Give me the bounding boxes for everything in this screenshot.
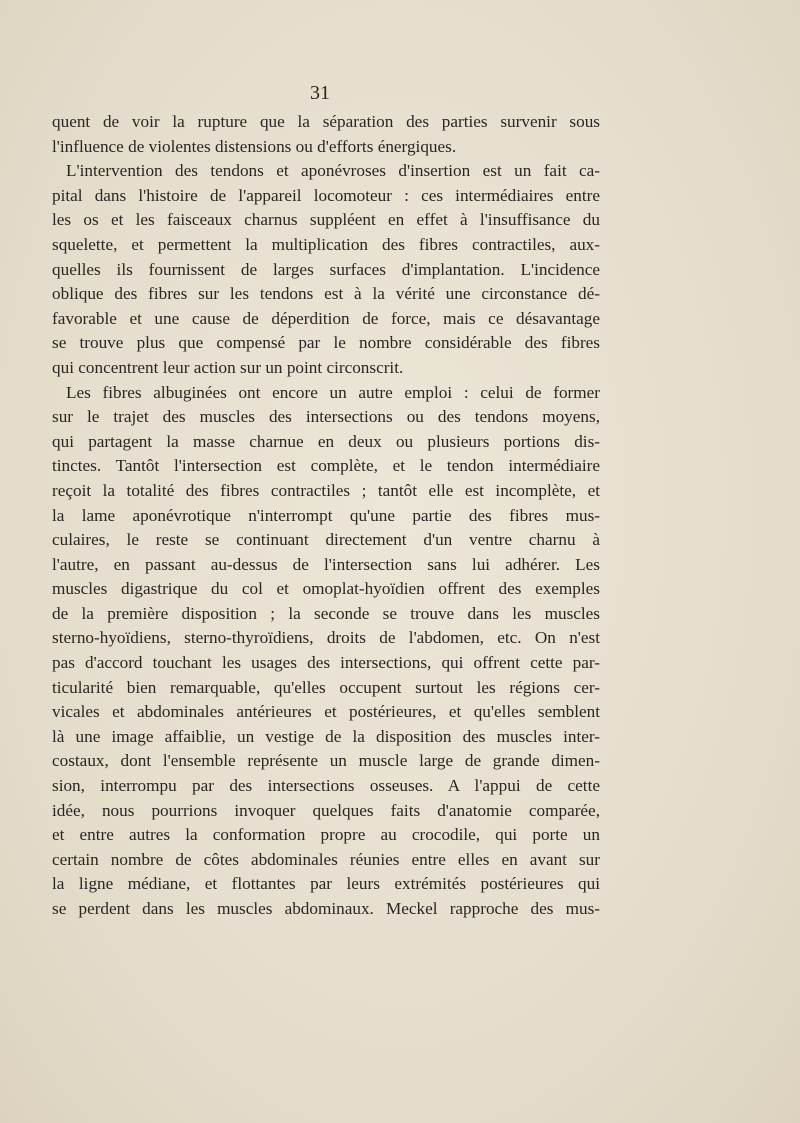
text-line: certain nombre de côtes abdominales réunies entre elles en avant sur	[52, 849, 600, 869]
text-line: Les fibres albuginées ont encore un autre emploi : celui de former	[66, 382, 600, 402]
text-line: la lame aponévrotique n'interrompt qu'une partie des fibres mus-	[52, 505, 600, 525]
text-line: qui concentrent leur action sur un point circonscrit.	[52, 357, 404, 377]
text-line: oblique des fibres sur les tendons est à la vérité une circonstance dé-	[52, 284, 600, 304]
text-line: quent de voir la rupture que la séparation des parties survenir sous	[52, 112, 600, 131]
text-line: pas d'accord touchant les usages des intersections, qui offrent cette par-	[52, 653, 600, 673]
text-line: vicales et abdominales antérieures et postérieures, et qu'elles semblent	[52, 702, 600, 722]
text-line: de la première disposition ; la seconde se trouve dans les muscles	[52, 603, 600, 623]
text-line: tinctes. Tantôt l'intersection est complète, et le tendon intermédiaire	[52, 456, 600, 476]
text-line: sur le trajet des muscles des intersections ou des tendons moyens,	[52, 407, 600, 427]
body-text	[52, 110, 600, 922]
page-number: 31	[310, 82, 330, 104]
text-line: sterno-hyoïdiens, sterno-thyroïdiens, droits de l'abdomen, etc. On n'est	[52, 628, 600, 648]
text-line: l'autre, en passant au-dessus de l'intersection sans lui adhérer. Les	[52, 554, 600, 574]
text-line: L'intervention des tendons et aponévroses d'insertion est un fait ca-	[66, 161, 600, 181]
text-line: l'influence de violentes distensions ou d'efforts énergiques.	[52, 136, 457, 156]
text-line: squelette, et permettent la multiplication des fibres contractiles, aux-	[52, 234, 600, 254]
text-line: la ligne médiane, et flottantes par leurs extrémités postérieures qui	[52, 874, 600, 894]
text-line: muscles digastrique du col et omoplat-hyoïdien offrent des exemples	[52, 579, 600, 599]
text-line: se trouve plus que compensé par le nombre considérable des fibres	[52, 333, 600, 353]
text-line: costaux, dont l'ensemble représente un muscle large de grande dimen-	[52, 751, 600, 771]
text-line: pital dans l'histoire de l'appareil locomoteur : ces intermédiaires entre	[52, 185, 600, 205]
text-line: sion, interrompu par des intersections osseuses. A l'appui de cette	[52, 776, 600, 796]
text-line: les os et les faisceaux charnus suppléent en effet à l'insuffisance du	[52, 210, 600, 230]
text-line: idée, nous pourrions invoquer quelques faits d'anatomie comparée,	[52, 800, 600, 820]
text-line: qui partagent la masse charnue en deux ou plusieurs portions dis-	[52, 431, 600, 451]
text-line: favorable et une cause de déperdition de force, mais ce désavantage	[52, 308, 600, 328]
text-line: reçoit la totalité des fibres contractiles ; tantôt elle est incomplète, et	[52, 480, 600, 500]
text-line: se perdent dans les muscles abdominaux. Meckel rapproche des mus-	[52, 899, 600, 918]
text-line: quelles ils fournissent de larges surfaces d'implantation. L'incidence	[52, 259, 600, 279]
text-line: ticularité bien remarquable, qu'elles occupent surtout les régions cer-	[52, 677, 600, 697]
text-line: culaires, le reste se continuant directement d'un ventre charnu à	[52, 530, 600, 550]
text-line: et entre autres la conformation propre au crocodile, qui porte un	[52, 825, 600, 845]
text-line: là une image affaiblie, un vestige de la disposition des muscles inter-	[52, 726, 600, 746]
